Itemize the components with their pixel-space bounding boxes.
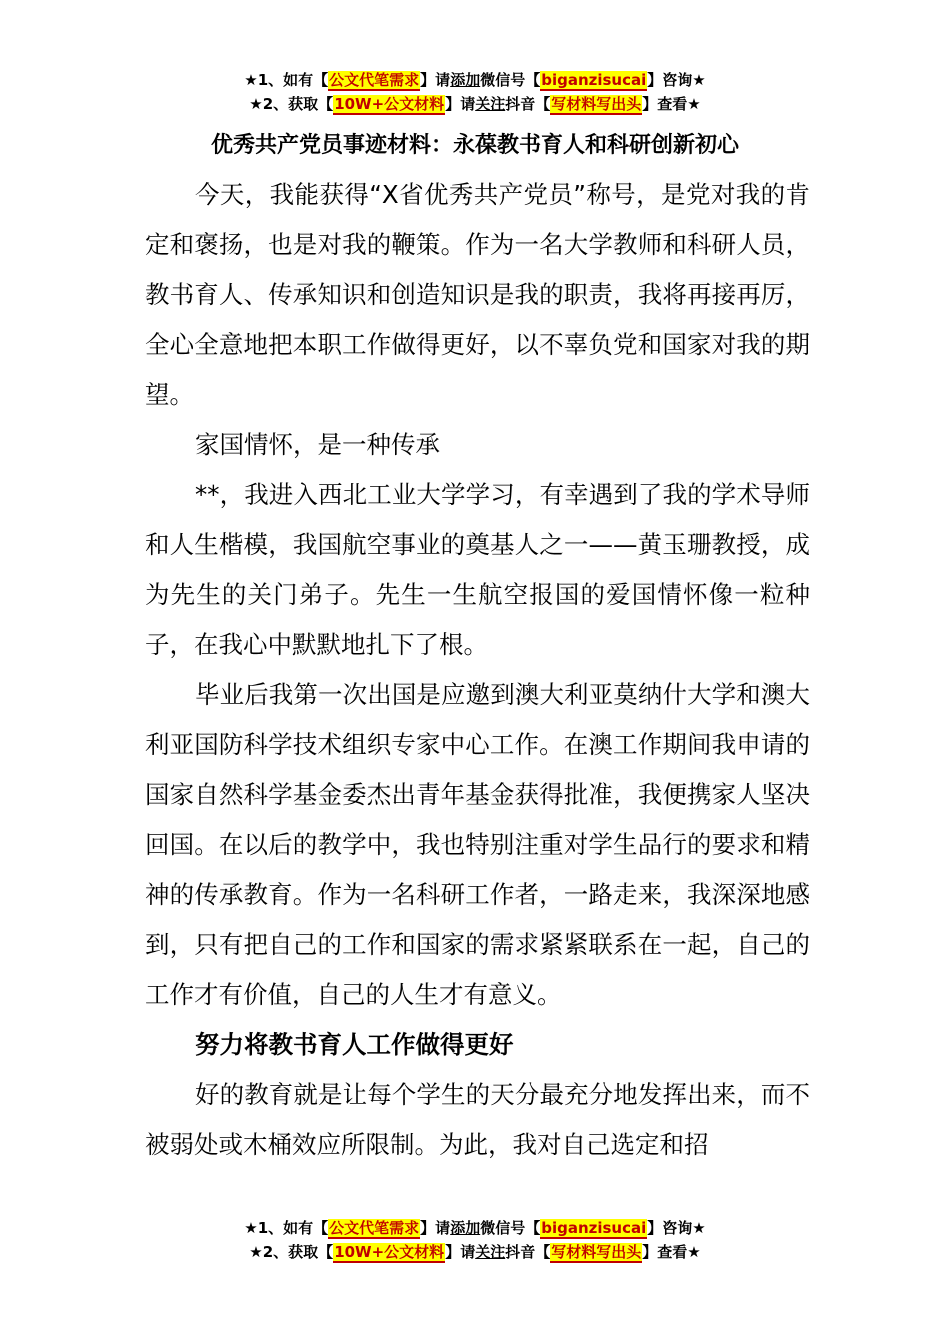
promo-text: 】请: [420, 1219, 451, 1237]
promo-text: ★2、获取【: [249, 95, 334, 113]
promo-text: 】请: [420, 71, 451, 89]
promo-line-1: [0, 68, 950, 92]
promo-emphasis: 关注: [475, 1243, 506, 1261]
promo-text: 抖音【: [505, 95, 551, 113]
promo-line-2: [0, 92, 950, 116]
promo-text: 】请: [445, 1243, 476, 1261]
section-heading: 家国情怀，是一种传承: [195, 430, 440, 459]
paragraph: 毕业后我第一次出国是应邀到澳大利亚莫纳什大学和澳大利亚国防科学技术组织专家中心工作。在澳工作期间我申请的国家自然科学基金委杰出青年基金获得批准，我便携家人坚决回国。在以后的教学中，我也特别注重对学生品行的要求和精神的传承教育。作为一名科研工作者，一路走来，我深深地感到，只有把自己的工作和国家的需求紧紧联系在一起，自己的工作才有价值，自己的人生才有意义。: [145, 680, 810, 1009]
document-body: [145, 170, 810, 1170]
document-title: 优秀共产党员事迹材料：永葆教书育人和科研创新初心: [210, 133, 739, 158]
promo-text: 】咨询★: [647, 71, 706, 89]
promo-emphasis: 添加: [450, 71, 481, 89]
paragraph: **，我进入西北工业大学学习，有幸遇到了我的学术导师和人生楷模，我国航空事业的奠基人之一——黄玉珊教授，成为先生的关门弟子。先生一生航空报国的爱国情怀像一粒种子，在我心中默默地扎下了根。: [145, 480, 810, 659]
promo-highlight: 公文代笔需求: [329, 71, 420, 89]
promo-header: [0, 68, 950, 116]
promo-text: ★1、如有【: [244, 1219, 329, 1237]
promo-highlight: 写材料写出头: [551, 95, 642, 113]
promo-highlight: 10W+公文材料: [334, 1243, 445, 1261]
promo-text: 】咨询★: [647, 1219, 706, 1237]
promo-text: 微信号【: [480, 71, 541, 89]
paragraph: 今天，我能获得“X省优秀共产党员”称号，是党对我的肯定和褒扬，也是对我的鞭策。作为一名大学教师和科研人员，教书育人、传承知识和创造知识是我的职责，我将再接再厉，全心全意地把本职工作做得更好，以不辜负党和国家对我的期望。: [145, 180, 810, 409]
promo-text: 】查看★: [642, 1243, 701, 1261]
promo-text: 】请: [445, 95, 476, 113]
promo-text: 微信号【: [480, 1219, 541, 1237]
promo-highlight: biganzisucai: [541, 71, 647, 89]
promo-text: 】查看★: [642, 95, 701, 113]
promo-line-2: [0, 1240, 950, 1264]
promo-emphasis: 关注: [475, 95, 506, 113]
promo-footer: [0, 1216, 950, 1264]
promo-text: ★2、获取【: [249, 1243, 334, 1261]
promo-highlight: 写材料写出头: [551, 1243, 642, 1261]
promo-highlight: biganzisucai: [541, 1219, 647, 1237]
promo-text: ★1、如有【: [244, 71, 329, 89]
promo-highlight: 10W+公文材料: [334, 95, 445, 113]
section-heading: 努力将教书育人工作做得更好: [195, 1030, 514, 1059]
promo-line-1: [0, 1216, 950, 1240]
promo-text: 抖音【: [505, 1243, 551, 1261]
paragraph: 好的教育就是让每个学生的天分最充分地发挥出来，而不被弱处或木桶效应所限制。为此，我对自己选定和招: [145, 1080, 810, 1159]
promo-highlight: 公文代笔需求: [329, 1219, 420, 1237]
promo-emphasis: 添加: [450, 1219, 481, 1237]
